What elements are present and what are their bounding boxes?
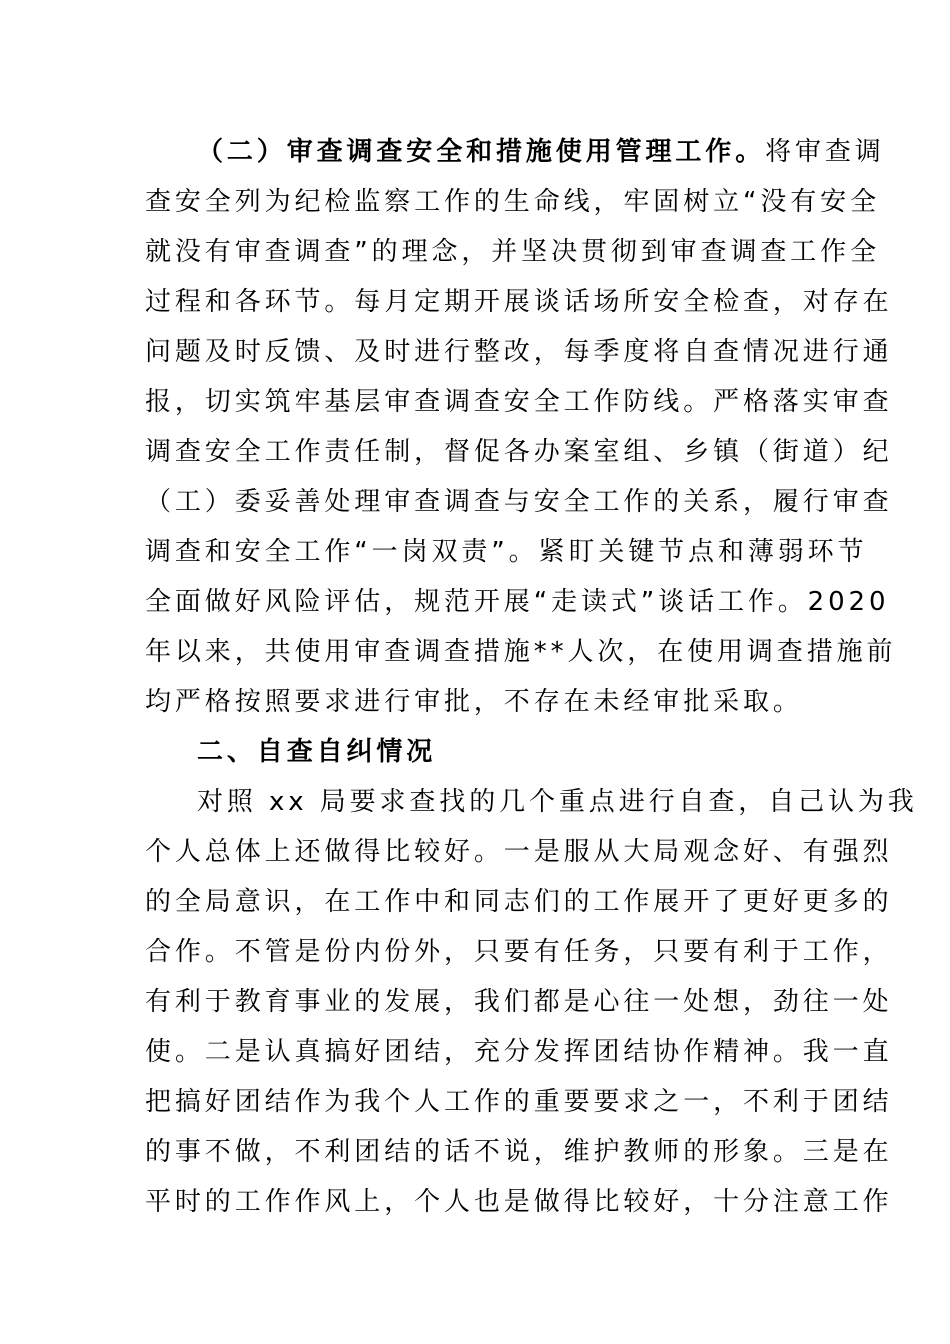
paragraph-line bbox=[145, 776, 918, 828]
paragraph-line: 就没有审查调查”的理念，并坚决贯彻到审查调查工作全 bbox=[145, 237, 880, 267]
paragraph-line: 报，切实筑牢基层审查调查安全工作防线。严格落实审查 bbox=[145, 387, 893, 417]
paragraph-line: 调查和安全工作“一岗双责”。紧盯关键节点和薄弱环节 bbox=[145, 537, 868, 567]
paragraph-line: （工）委妥善处理审查调查与安全工作的关系，履行审查 bbox=[145, 487, 893, 517]
paragraph-line: 平时的工作作风上，个人也是做得比较好，十分注意工作 bbox=[145, 1187, 893, 1217]
paragraph-line: 合作。不管是份内份外，只要有任务，只要有利于工作， bbox=[145, 937, 893, 967]
paragraph-line: 调查安全工作责任制，督促各办案室组、乡镇（街道）纪 bbox=[145, 437, 893, 467]
paragraph-line: 的全局意识，在工作中和同志们的工作展开了更好更多的 bbox=[145, 887, 893, 917]
paragraph-line: 把搞好团结作为我个人工作的重要要求之一，不利于团结 bbox=[145, 1087, 893, 1117]
paragraph-line: 的事不做，不利团结的话不说，维护教师的形象。三是在 bbox=[145, 1137, 893, 1167]
paragraph-line: 使。二是认真搞好团结，充分发挥团结协作精神。我一直 bbox=[145, 1037, 893, 1067]
paragraph-line: 均严格按照要求进行审批，不存在未经审批采取。 bbox=[145, 687, 803, 717]
section-heading bbox=[145, 726, 810, 778]
paragraph-text: 对照 xx 局要求查找的几个重点进行自查，自己认为我 bbox=[197, 787, 918, 817]
subsection-heading: （二）审查调查安全和措施使用管理工作。 bbox=[197, 137, 766, 167]
paragraph-line: 全面做好风险评估，规范开展“走读式”谈话工作。2020 bbox=[145, 587, 890, 617]
paragraph-line: 问题及时反馈、及时进行整改，每季度将自查情况进行通 bbox=[145, 337, 893, 367]
paragraph-line: 查安全列为纪检监察工作的生命线，牢固树立“没有安全 bbox=[145, 187, 880, 217]
paragraph-text: 将审查调 bbox=[765, 137, 885, 167]
paragraph-line: 有利于教育事业的发展，我们都是心往一处想，劲往一处 bbox=[145, 987, 893, 1017]
paragraph-line-1 bbox=[145, 126, 885, 178]
paragraph-line: 个人总体上还做得比较好。一是服从大局观念好、有强烈 bbox=[145, 837, 893, 867]
paragraph-line: 年以来，共使用审查调查措施**人次，在使用调查措施前 bbox=[145, 637, 897, 667]
paragraph-line: 过程和各环节。每月定期开展谈话场所安全检查，对存在 bbox=[145, 287, 893, 317]
section-heading-text: 二、自查自纠情况 bbox=[197, 737, 437, 767]
